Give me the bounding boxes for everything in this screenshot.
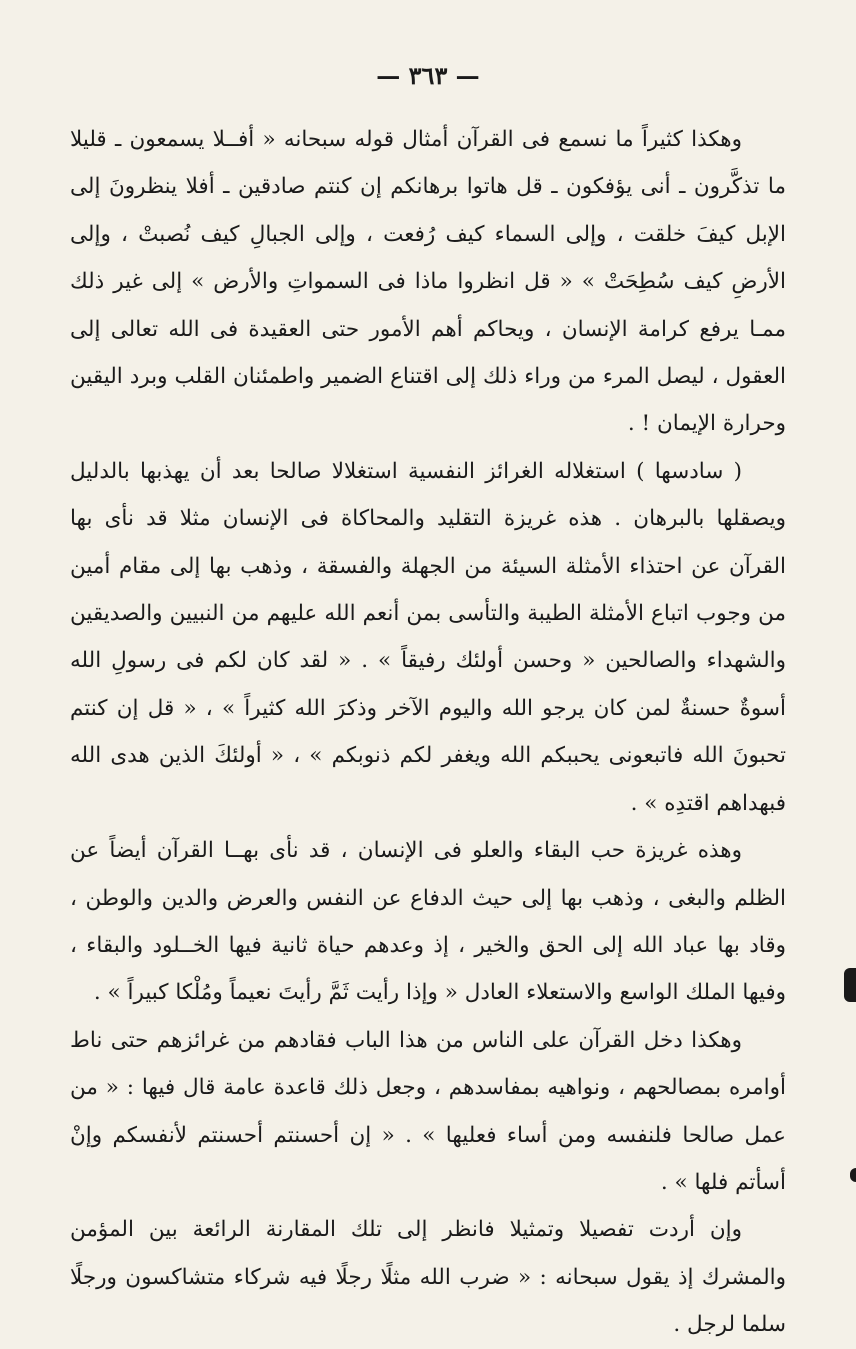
paragraph-5: وإن أردت تفصيلا وتمثيلا فانظر إلى تلك المقارنة الرائعة بين المؤمن والمشرك إذ يقول سبحانه : « ضرب الله مثلًا رجلًا فيه شركاء متشاكسون ورجلًا سلما لرجل . bbox=[70, 1217, 786, 1338]
page-edge-mark bbox=[850, 1168, 856, 1182]
paragraph-3: وهذه غريزة حب البقاء والعلو فى الإنسان ، قد نأى بهــا القرآن أيضاً عن الظلم والبغى ، وذهب بها إلى حيث الدفاع عن النفس والعرض والدين والوطن ، وقاد بها عباد الله إلى الحق والخير ، إذ وعدهم حياة ثانية فيها الخــلود والبقاء ، وفيها الملك الواسع والاستعلاء العادل « وإذا رأيت ثَمَّ رأيتَ نعيماً ومُلْكا كبيراً » . bbox=[70, 838, 786, 1006]
paragraph-4: وهكذا دخل القرآن على الناس من هذا الباب فقادهم من غرائزهم حتى ناط أوامره بمصالحهم ، ونواهيه بمفاسدهم ، وجعل ذلك قاعدة عامة قال فيها : « من عمل صالحا فلنفسه ومن أساء فعليها » . « إن أحسنتم أحسنتم لأنفسكم وإنْ أسأتم فلها » . bbox=[70, 1027, 786, 1195]
paragraph-2: ( سادسها ) استغلاله الغرائز النفسية استغلالا صالحا بعد أن يهذبها بالدليل ويصقلها بالبرهان . هذه غريزة التقليد والمحاكاة فى الإنسان مثلا قد نأى بها القرآن عن احتذاء الأمثلة السيئة من الجهلة والفسقة ، وذهب بها إلى مقام أمين من وجوب اتباع الأمثلة الطيبة والتأسى بمن أنعم الله عليهم من النبيين والصديقين والشهداء والصالحين « وحسن أولئك رفيقاً » . « لقد كان لكم فى رسولِ الله أسوةٌ حسنةٌ لمن كان يرجو الله واليوم الآخر وذكرَ الله كثيراً » ، « قل إن كنتم تحبونَ الله فاتبعونى يحببكم الله ويغفر لكم ذنوبكم » ، « أولئكَ الذين هدى الله فبهداهم اقتدِه » . bbox=[70, 458, 786, 816]
paragraph-1: وهكذا كثيراً ما نسمع فى القرآن أمثال قوله سبحانه « أفــلا يسمعون ـ قليلا ما تذكَّرون ـ أنى يؤفكون ـ قل هاتوا برهانكم إن كنتم صادقين ـ أفلا ينظرونَ إلى الإبل كيفَ خلقت ، وإلى السماء كيف رُفعت ، وإلى الجبالِ كيف نُصبتْ ، وإلى الأرضِ كيف سُطِحَتْ » « قل انظروا ماذا فى السمواتِ والأرض » إلى غير ذلك ممـا يرفع كرامة الإنسان ، ويحاكم أهم الأمور حتى العقيدة فى الله تعالى إلى العقول ، ليصل المرء من وراء ذلك إلى اقتناع الضمير واطمئنان القلب وبرد اليقين وحرارة الإيمان ! . bbox=[70, 127, 786, 437]
body-text bbox=[70, 116, 786, 1349]
page-edge-mark bbox=[844, 968, 856, 1002]
page-number: — ٣٦٣ — bbox=[376, 61, 480, 90]
